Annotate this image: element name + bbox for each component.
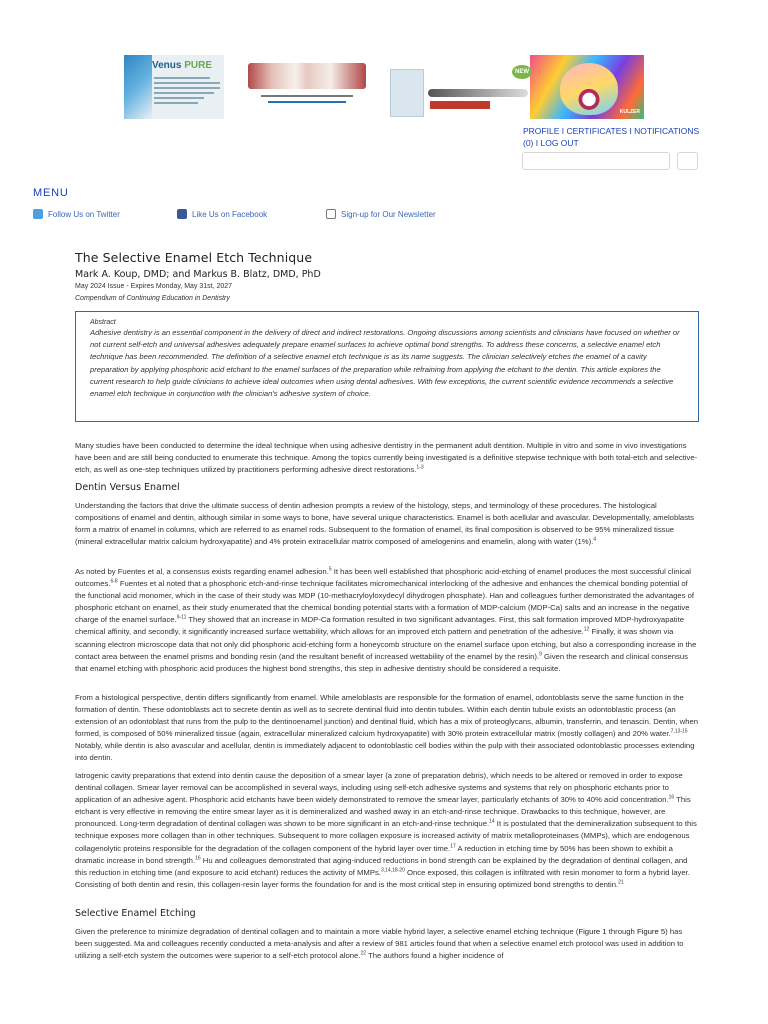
notifications-link[interactable]: NOTIFICATIONS: [634, 126, 700, 136]
ad-product-box: [390, 69, 424, 117]
advertisement-banner[interactable]: [124, 55, 644, 119]
ad-panel-brand: [124, 55, 224, 119]
newsletter-icon: [326, 209, 336, 219]
ad-syringe-image: [428, 89, 528, 97]
ad-product-label: [430, 101, 490, 109]
twitter-link-label: Follow Us on Twitter: [48, 209, 120, 219]
twitter-icon: [33, 209, 43, 219]
paragraph-selective-1: Given the preference to minimize degradation of dentinal collagen and to maintain a more viable hybrid layer, a selective enamel etching technique (Figure 1 through Figure 5) has been suggested. Ma and colleagues recently conducted a meta-analysis and after a review of 981 articles found that when a selective enamel etch protocol was used in addition to utilizing a self-etch system the outcomes were superior to a self-etch protocol alone.$^{22}$ The authors found a higher incidence of: [75, 927, 684, 961]
abstract-label: Abstract: [90, 319, 116, 326]
ad-brand-name: Venus PURE: [152, 60, 213, 71]
heading-dentin-versus-enamel: Dentin Versus Enamel: [75, 482, 180, 493]
separator: I: [559, 126, 567, 136]
article-authors: Mark A. Koup, DMD; and Markus B. Blatz, DMD, PhD: [75, 269, 321, 280]
paragraph-dentin-2: As noted by Fuentes et al, a consensus exists regarding enamel adhesion.$^5$ It has been well established that phosphoric acid-etching of enamel produces the most successful clinical outcomes.$^{6-8}$ Fuentes et al noted that a phosphoric etch-and-rinse technique facilitates micromechanical interlocking of the adhesive and enhances the chemical bonding potential of the functional acid monomer, which in the case of their study was MDP (10-methacryloyloxydecyl dihydrogen phosphate). Han and colleagues further demonstrated the advantages of phosphoric etchant on enamel, as their study enumerated that the chemical bonding potential starts with a formation of MDP-calcium (MDP-Ca) salts and an increase in the negative charge of the enamel surface.$^{9-11}$ They showed that an increase in MDP-Ca formation resulted in two significant advantages. First, this salt formation improved MDP-hydroxyapatite chemical affinity, and secondly, it significantly increased surface wettability, which allows for an improved etch pattern and penetration of the adhesive.$^{12}$ Finally, it was shown via scanning electron microscope data that not only did phosphoric acid-etching form a honeycomb structure on the enamel surface upon etching, but also a corresponding increase in the contact area between the enamel prisms and bonding resin (and the resultant benefit of increased wettability of the enamel by the resin).$^9$ Given the research and clinical consensus that enamel etching with phosphoric acid produces the highest bond strengths, this step in adhesive dentistry should be considered a requisite.: [75, 566, 697, 673]
article-journal: Compendium of Continuing Education in Dentistry: [75, 295, 230, 302]
paragraph-dentin-3: From a histological perspective, dentin differs significantly from enamel. While ameloblasts are responsible for the formation of enamel, odontoblasts serve the same function in the formation of dentin. These odontoblasts act to secrete dentin as well as to secrete dentinal fluid into dentin tubules. Within each dentin tubule exists an odontoblastic process (an extension of an odontoblast that runs from the pulp to the dentinoenamel junction) and dentinal fluid, which has a mix of proteoglycans, albumin, transferrin, and tenascin. Dentin, when formed, is composed of 50% mineralized tissue (again, extracellular mineralized calcium hydroxyapatite) with 30% protein extracellular matrix (mostly collagen) and 20% water.$^{7,13-15}$ Notably, while dentin is also avascular and acellular, dentin is immediately adjacent to odontoblastic cell bodies within the pulp with their associated odontoblastic processes extending into dentin.: [75, 693, 699, 763]
twitter-link[interactable]: [33, 208, 120, 220]
ad-text-lines: [154, 77, 220, 107]
newsletter-link[interactable]: [326, 208, 436, 220]
profile-link[interactable]: PROFILE: [523, 126, 560, 136]
paragraph-dentin-1: Understanding the factors that drive the ultimate success of dentin adhesion prompts a review of the histology, steps, and terminology of these procedures. The histological compositions of enamel and dentin, although similar in some ways to bone, have several unique characteristics. Enamel is both acellular and avascular. Developmentally, ameloblasts form a matrix of enamel in columns, which are referred to as enamel rods. Subsequent to the formation of enamel, its final composition is observed to be 95% mineralized tissue (mineral extracellular matrix calcium hydroxyapatite) and 4% protein extracellular matrix composed of amelogenins and enamelin, along with water (1%).$^4$: [75, 501, 695, 547]
ad-panel-teeth: [248, 63, 366, 119]
separator: I: [533, 138, 541, 148]
search-button[interactable]: [677, 152, 698, 170]
ad-panel-product: [390, 65, 530, 119]
article-issue: May 2024 Issue - Expires Monday, May 31st, 2027: [75, 283, 233, 290]
ad-link-line: [268, 101, 346, 103]
facebook-link[interactable]: [177, 208, 267, 220]
ad-panel-artwork: [515, 55, 644, 119]
logout-link[interactable]: LOG OUT: [540, 138, 579, 148]
figure-5-link[interactable]: Figure 5: [636, 927, 666, 936]
article-title: The Selective Enamel Etch Technique: [75, 250, 313, 265]
account-links: [523, 125, 713, 149]
separator: I: [627, 126, 635, 136]
newsletter-link-label: Sign-up for Our Newsletter: [341, 209, 436, 219]
search-input[interactable]: [522, 152, 670, 170]
paragraph-dentin-4: Iatrogenic cavity preparations that extend into dentin cause the deposition of a smear layer (a zone of preparation debris), which needs to be altered or removed in order to expose dentinal collagen. Smear layer removal can be accomplished in several ways, including using self-etch adhesive systems and systems that rely on phosphoric etchants prior to application of an adhesive agent. Phosphoric acid etchants have been widely demonstrated to remove the smear layer, particularly etchants of 30% to 40% acid concentration.$^{16}$ This etchant is very effective in removing the entire smear layer as it is demineralized and washed away in an etch-and-rinse technique. Drawbacks to this technique, however, are pronounced. Long-term degradation of dentinal collagen was shown to be more significant in an etch-and-rinse technique.$^{14}$ It is postulated that the demineralization subsequent to this technique exposes more collagen than in other techniques. Subsequent to more collagen exposure is increased activity of matrix metalloproteinases (MMPs), which are endogenous collagenolytic proteins responsible for the degradation of the collagen component of the hybrid layer over time.$^{17}$ A reduction in etching time by 50% has been shown to exhibit a dramatic increase in bond strength.$^{16}$ Hu and colleagues demonstrated that aging-induced reductions in bond strength can be explained by the degradation of dentinal collagen, and this reduction in etching time (and exposure to acid etchant) reduces the activity of MMPs.$^{3,14,18-20}$ Once exposed, this collagen is infiltrated with resin monomer to form a hybrid layer. Consisting of both dentin and resin, this collagen-resin layer forms the foundation for and is the most critical step in ensuring optimized bond strengths to dentin.$^{21}$: [75, 771, 697, 889]
heading-selective-enamel-etching: Selective Enamel Etching: [75, 908, 196, 919]
figure-1-link[interactable]: Figure 1: [578, 927, 607, 936]
abstract-text: Adhesive dentistry is an essential component in the delivery of direct and indirect restorations. Ongoing discussions among scientists and clinicians have focused on whether or not current self-etch and universal adhesives adequately prepare enamel surfaces to achieve optimal bond strengths. To address these concerns, a selective enamel etch technique has been recommended. The definition of a selective enamel etch technique is as its name suggests. The clinician selectively etches the enamel of a cavity preparation by applying phosphoric acid etchant to the enamel surfaces of the preparation while refraining from applying the etchant to the dentin. This article explores the current research to help guide clinicians to achieve ideal outcomes when using dental adhesives. With few exceptions, the current scientific evidence recommends a selective enamel etch technique in conjunction with the clinician's adhesive system of choice.: [90, 328, 680, 399]
ad-teeth-image: [248, 63, 366, 89]
intro-paragraph: Many studies have been conducted to determine the ideal technique when using adhesive dentistry in the permanent adult dentition. Multiple in vitro and some in vivo investigations have been and are still being conducted to enumerate this technique. Among the topics currently being investigated is a definitive stepwise technique with both total-etch and selective-etch, as well as one-step techniques utilized by practitioners performing adhesive direct restorations.$^{1-3}$: [75, 441, 698, 475]
ad-smile-artwork: [560, 63, 618, 115]
menu-button[interactable]: MENU: [33, 187, 69, 199]
notification-count[interactable]: (0): [523, 138, 534, 148]
ad-swoosh-graphic: [124, 55, 152, 119]
ad-new-badge: NEW: [512, 65, 532, 79]
ad-text-line: [261, 95, 353, 97]
certificates-link[interactable]: CERTIFICATES: [566, 126, 628, 136]
abstract-box: [75, 311, 699, 422]
facebook-icon: [177, 209, 187, 219]
facebook-link-label: Like Us on Facebook: [192, 209, 268, 219]
ad-maker-logo: KULZER: [619, 109, 640, 115]
